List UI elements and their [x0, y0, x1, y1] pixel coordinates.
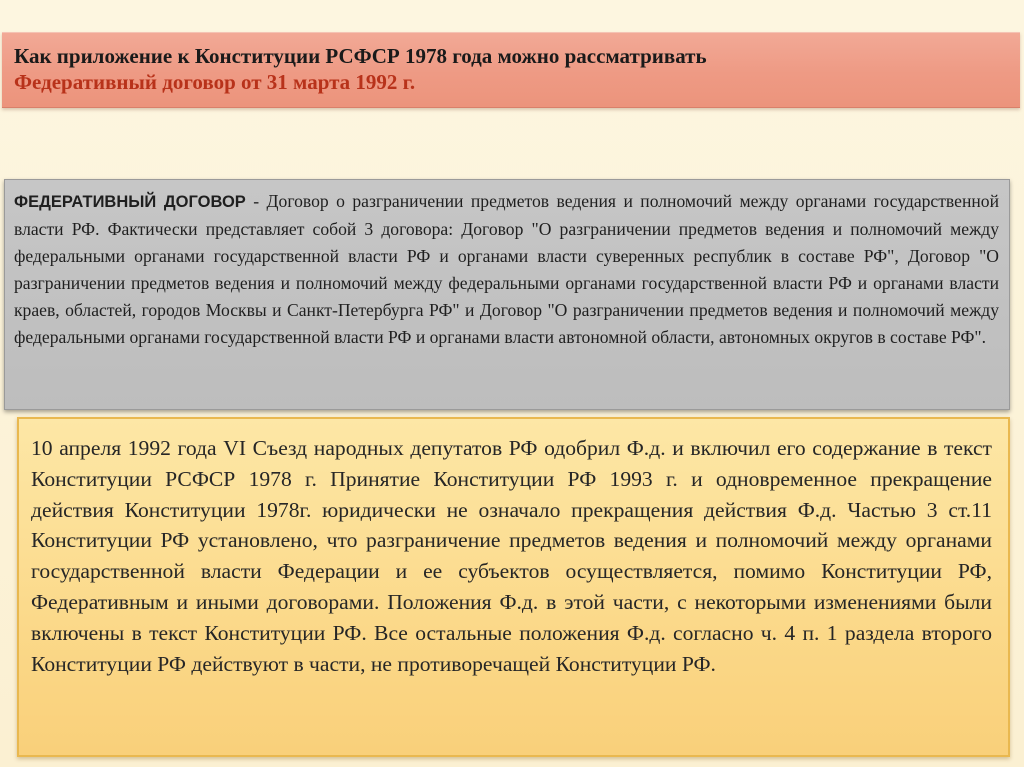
info-box: [17, 417, 1010, 757]
info-paragraph: 10 апреля 1992 года VI Съезд народных депутатов РФ одобрил Ф.д. и включил его содержание в текст Конституции РСФСР 1978 г. Принятие Конституции РФ 1993 г. и одновременное прекращение действия Конституции 1978г. юридически не означало прекращения действия Ф.д. Частью 3 ст.11 Конституции РФ установлено, что разграничение предметов ведения и полномочий между органами государственной власти Федерации и ее субъектов осуществляется, помимо Конституции РФ, Федеративным и иными договорами. Положения Ф.д. в этой части, с некоторыми изменениями были включены в текст Конституции РФ. Все остальные положения Ф.д. согласно ч. 4 п. 1 раздела второго Конституции РФ действуют в части, не противоречащей Конституции РФ.: [31, 436, 992, 676]
definition-body: - Договор о разграничении предметов ведения и полномочий между органами государственной власти РФ. Фактически представляет собой 3 договора: Договор "О разграничении предметов ведения и полномочий между федеральными органами государственной власти РФ и органами власти суверенных республик в составе РФ", Договор "О разграничении предметов ведения и полномочий между федеральными органами государственной власти РФ и органами власти краев, областей, городов Москвы и Санкт-Петербурга РФ" и Договор "О разграничении предметов ведения и полномочий между федеральными органами государственной власти РФ и органами власти автономной области, автономных округов в составе РФ".: [14, 191, 999, 347]
definition-paragraph: [14, 188, 999, 351]
definition-box: [4, 179, 1010, 410]
title-banner: [2, 32, 1020, 108]
slide-title-line1: Как приложение к Конституции РСФСР 1978 года можно рассматривать: [14, 44, 707, 68]
slide-title-line2: Федеративный договор от 31 марта 1992 г.: [14, 70, 416, 94]
definition-term: ФЕДЕРАТИВНЫЙ ДОГОВОР: [14, 193, 246, 211]
